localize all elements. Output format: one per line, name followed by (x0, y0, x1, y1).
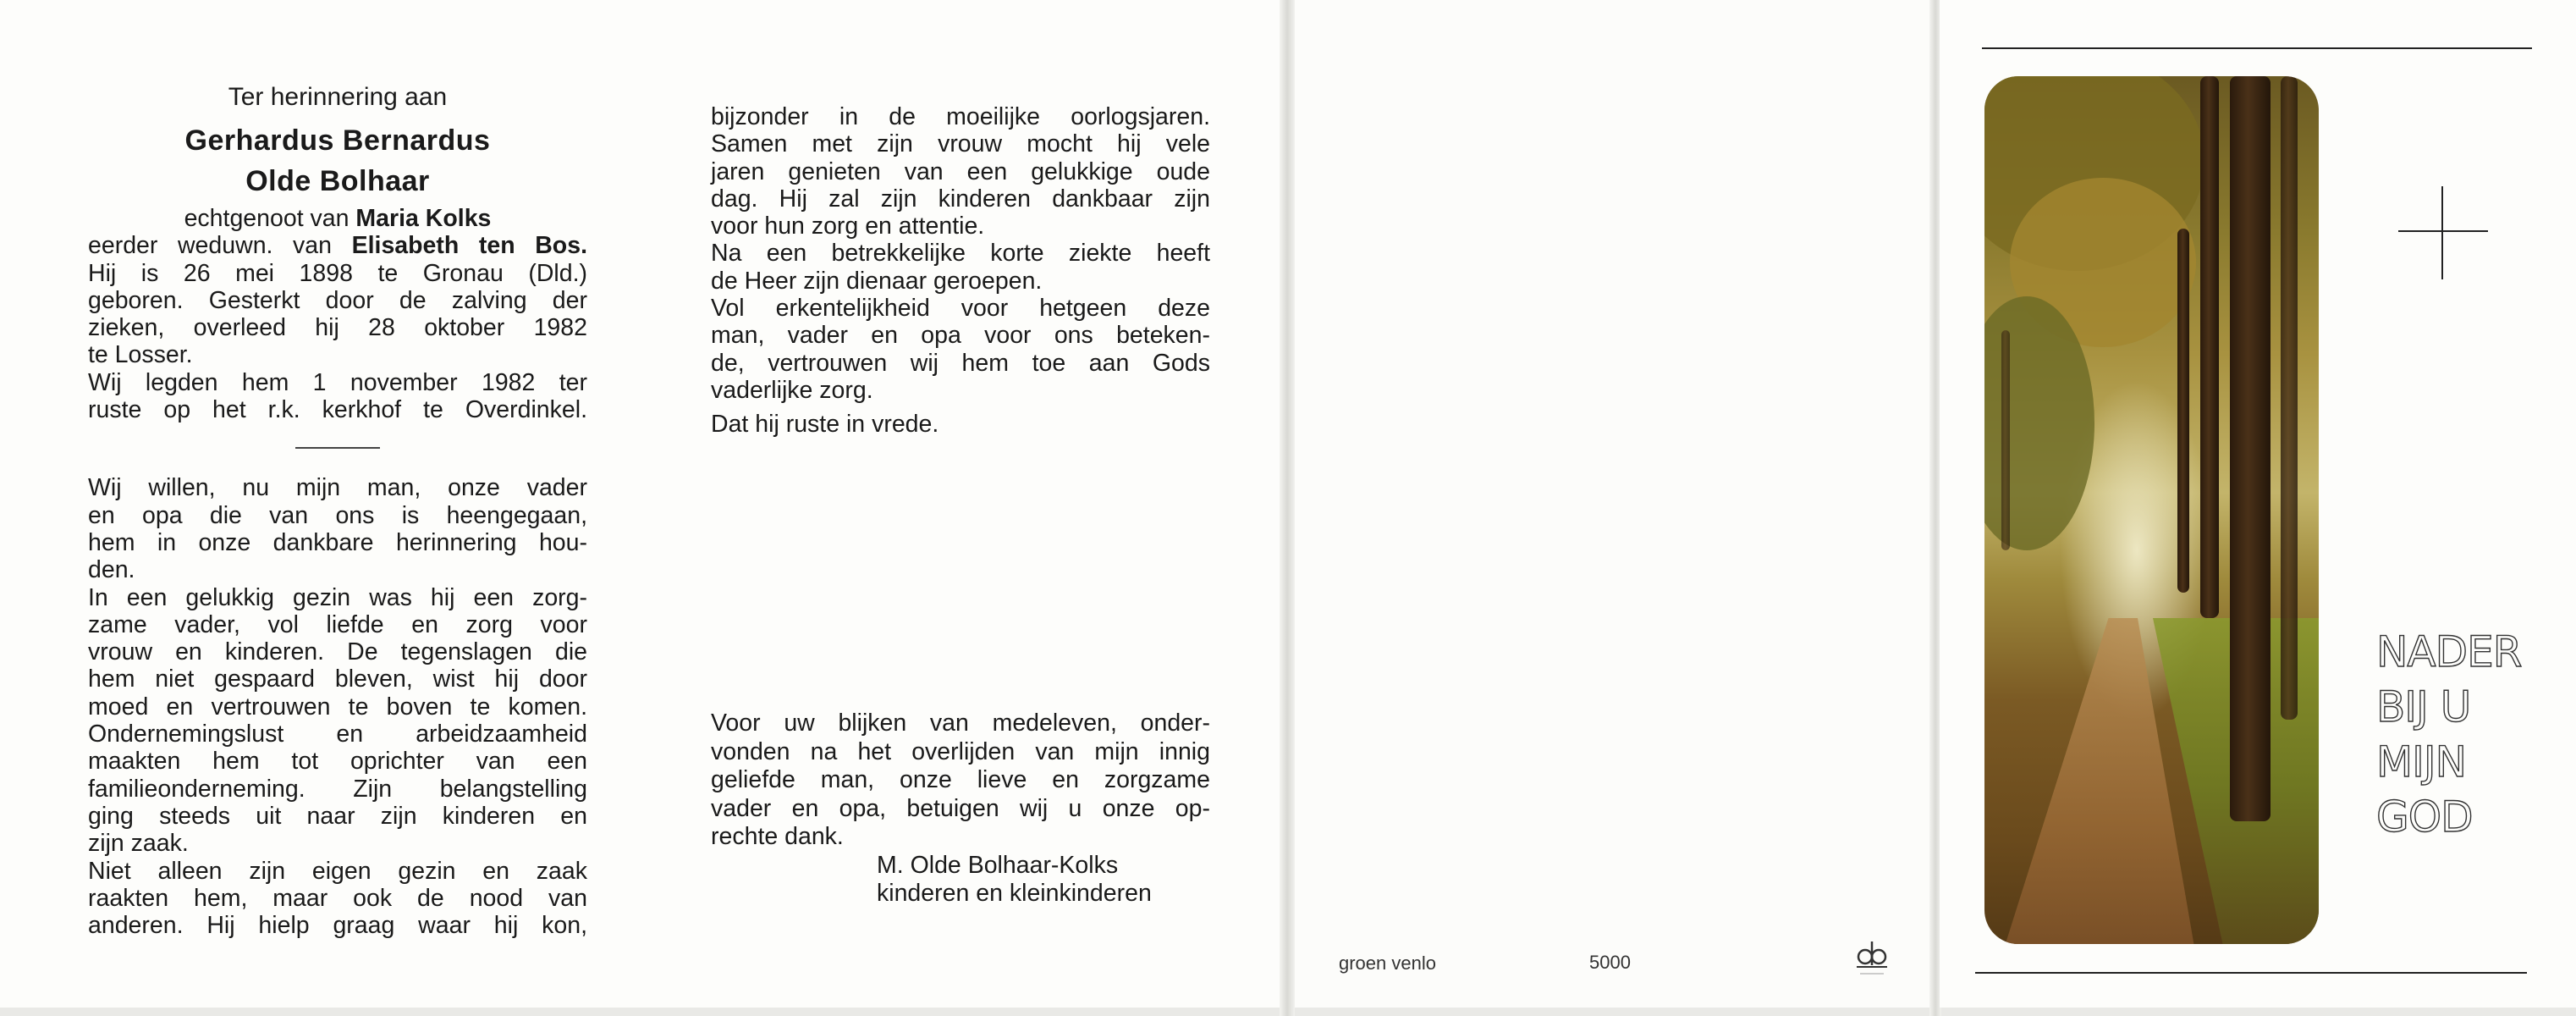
spouse-name: Maria Kolks (355, 205, 492, 232)
tree-trunk (2200, 76, 2219, 618)
cross-icon-bar (2398, 230, 2488, 232)
memorial-line: bijzonder in de moeilijke oorlogsjaren. (711, 103, 1210, 130)
left-text-column (88, 81, 587, 939)
tree-trunk (2177, 229, 2189, 593)
widower-prefix: eerder weduwn. van (88, 232, 332, 260)
thanks-line: Voor uw blijken van medeleven, onder- (711, 710, 1210, 737)
memorial-line: Na een betrekkelijke korte ziekte heeft (711, 240, 1210, 268)
poem-line: BIJ U (2376, 682, 2471, 732)
tribute-line: Niet alleen zijn eigen gezin en zaak (88, 857, 587, 885)
spouse-line (88, 205, 587, 232)
bio-line: geboren. Gesterkt door de zalving der (88, 286, 587, 314)
cross-icon (2441, 186, 2443, 279)
bottom-rule (1975, 972, 2527, 974)
thanks-line: geliefde man, onze lieve en zorgzame (711, 766, 1210, 793)
intro-line: Ter herinnering aan (228, 83, 448, 111)
thanks-line: rechte dank. (711, 823, 844, 850)
burial-line: Wij legden hem 1 november 1982 ter (88, 368, 587, 396)
burial-line: ruste op het r.k. kerkhof te Overdinkel. (88, 396, 587, 424)
widower-line (88, 232, 587, 259)
tribute-line: moed en vertrouwen te boven te komen. (88, 693, 587, 721)
card-fold (1280, 0, 1295, 1016)
top-rule (1982, 47, 2532, 49)
autumn-lane-photo (1984, 76, 2319, 944)
tribute-line: familieonderneming. Zijn belangstelling (88, 775, 587, 803)
bio-line: Hij is 26 mei 1898 te Gronau (Dld.) (88, 259, 587, 287)
deceased-name-line2: Olde Bolhaar (245, 165, 430, 197)
tribute-line: hem niet gespaard bleven, wist hij door (88, 665, 587, 693)
tribute-line: vrouw en kinderen. De tegenslagen die (88, 638, 587, 666)
publisher-logo-icon (1853, 936, 1891, 980)
printer-name: groen venlo (1339, 952, 1436, 974)
tree-trunk (2230, 76, 2271, 821)
widower-name: Elisabeth ten Bos. (351, 232, 587, 260)
memorial-line: man, vader en opa voor ons beteken- (711, 322, 1210, 350)
memorial-line: Vol erkentelijkheid voor hetgeen deze (711, 295, 1210, 323)
bio-line: te Losser. (88, 341, 193, 369)
thanks-line: vonden na het overlijden van mijn innig (711, 737, 1210, 765)
poem-line: NADER (2376, 627, 2522, 676)
back-panel (1295, 0, 1936, 1008)
tribute-line: hem in onze dankbare herinnering hou- (88, 528, 587, 556)
signature-line: M. Olde Bolhaar-Kolks (877, 851, 1119, 879)
section-divider (295, 447, 380, 449)
memorial-line: voor hun zorg en attentie. (711, 213, 985, 240)
tribute-line: anderen. Hij hielp graag waar hij kon, (88, 912, 587, 940)
right-text-column (711, 103, 1210, 907)
poem-line: MIJN (2376, 737, 2467, 787)
tribute-line: maakten hem tot oprichter van een (88, 748, 587, 776)
thanks-line: vader en opa, betuigen wij u onze op- (711, 794, 1210, 822)
memorial-line: dag. Hij zal zijn kinderen dankbaar zijn (711, 185, 1210, 213)
tribute-line: raakten hem, maar ook de nood van (88, 884, 587, 912)
thanks-block (711, 710, 1210, 908)
inside-spread (0, 0, 1280, 1008)
bio-line: zieken, overleed hij 28 oktober 1982 (88, 314, 587, 342)
closing-line: Dat hij ruste in vrede. (711, 411, 939, 439)
memorial-line: vaderlijke zorg. (711, 376, 873, 404)
signature-line: kinderen en kleinkinderen (877, 880, 1152, 907)
poem-title (2376, 625, 2521, 845)
deceased-name-line1: Gerhardus Bernardus (184, 124, 491, 157)
tribute-line: en opa die van ons is heengegaan, (88, 501, 587, 529)
tribute-line: In een gelukkig gezin was hij een zorg- (88, 583, 587, 611)
card-number: 5000 (1589, 952, 1631, 973)
tribute-line: Ondernemingslust en arbeidzaamheid (88, 721, 587, 748)
tree-trunk (2001, 330, 2010, 550)
tribute-line: zijn zaak. (88, 830, 189, 858)
memorial-line: jaren genieten van een gelukkige oude (711, 157, 1210, 185)
memorial-line: de Heer zijn dienaar geroepen. (711, 267, 1043, 295)
tribute-line: ging steeds uit naar zijn kinderen en (88, 802, 587, 830)
poem-line: GOD (2376, 792, 2473, 842)
tribute-line: Wij willen, nu mijn man, onze vader (88, 474, 587, 502)
tree-trunk (2281, 76, 2298, 720)
memorial-line: de, vertrouwen wij hem toe aan Gods (711, 349, 1210, 377)
spouse-prefix: echtgenoot van (184, 205, 350, 232)
memorial-line: Samen met zijn vrouw mocht hij vele (711, 130, 1210, 158)
tribute-line: den. (88, 556, 135, 584)
tribute-line: zame vader, vol liefde en zorg voor (88, 610, 587, 638)
